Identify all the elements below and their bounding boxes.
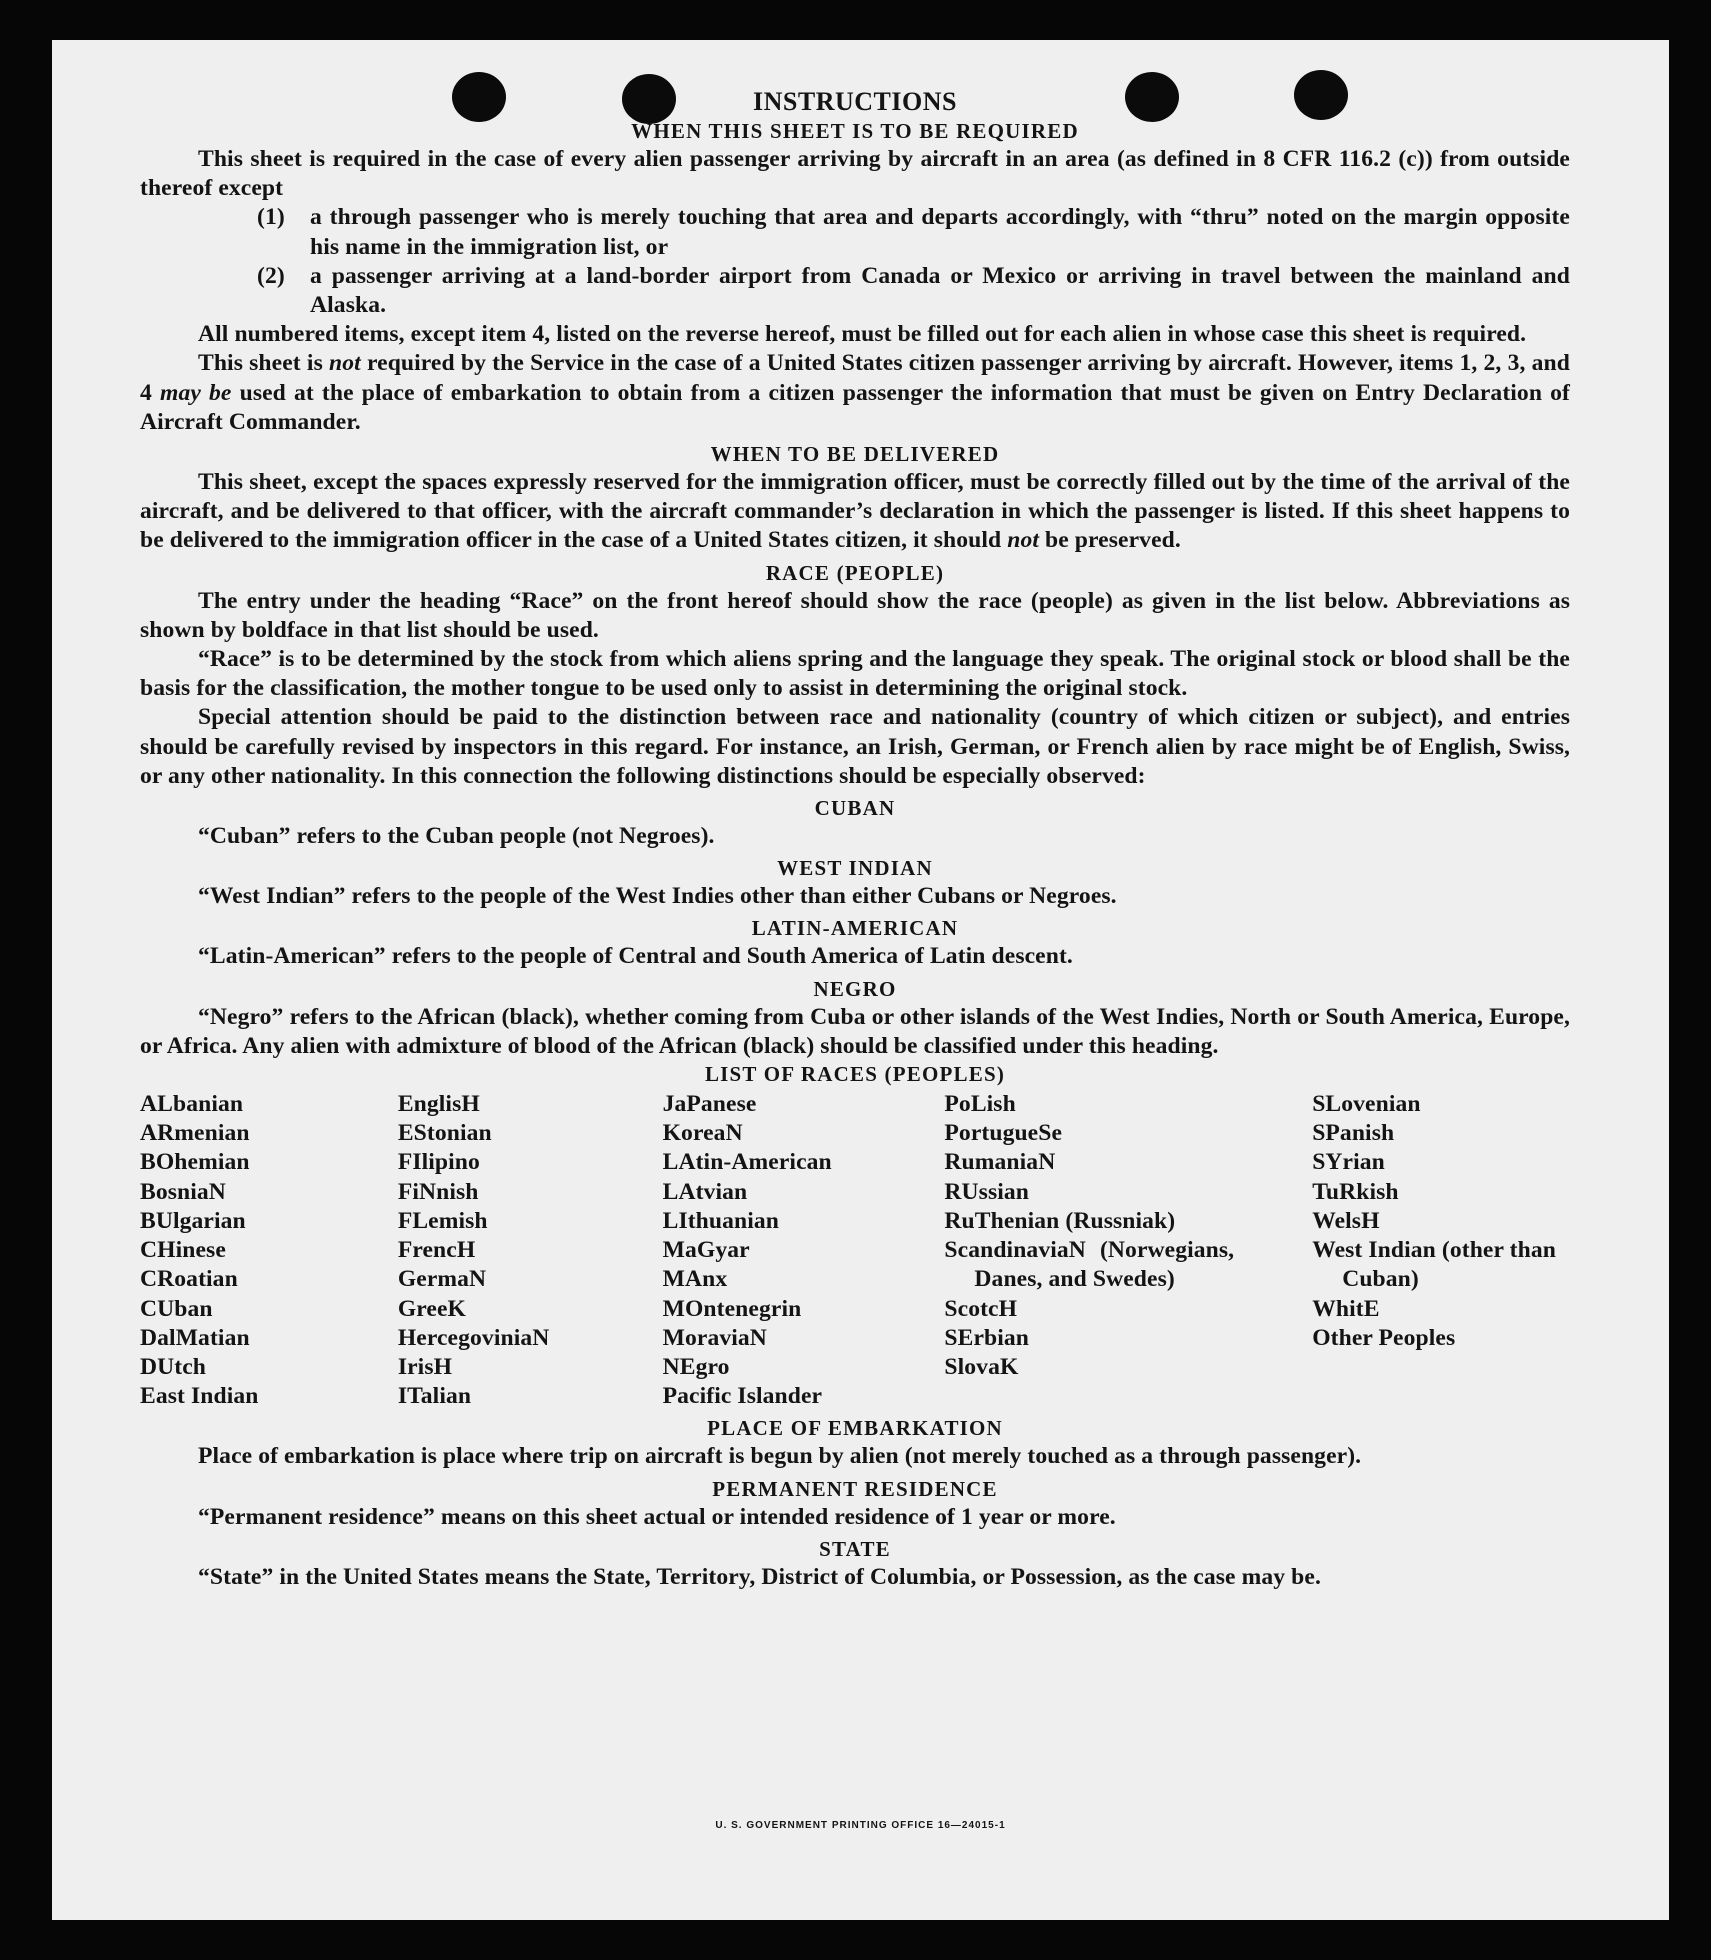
item-text: a through passenger who is merely touching that area and departs accordingly, with “thru” noted on the margin opposite his name in the immigration list, or [310, 204, 1570, 260]
race-entry: RumaniaN [944, 1149, 1056, 1176]
race-entry: LAtvian [662, 1178, 748, 1205]
subheading-negro: NEGRO [813, 976, 897, 1001]
item-number: (2) [257, 262, 285, 289]
paragraph: “State” in the United States means the State, Territory, District of Columbia, or Possession, as the case may be. [198, 1563, 1321, 1590]
race-entry: BosniaN [140, 1178, 226, 1205]
paragraph: This sheet, except the spaces expressly reserved for the immigration officer, must be correctly filled out by the time of the arrival of the aircraft, and be delivered to that officer, with the aircraft commander’s declaration in which the passenger is listed. If this sheet happens to be delivered to the immigration officer in the case of a United States citizen, it should not be preserved. [140, 469, 1570, 554]
race-entry: Other Peoples [1312, 1324, 1456, 1351]
section-heading-required: WHEN THIS SHEET IS TO BE REQUIRED [631, 119, 1079, 143]
race-entry: NEgro [662, 1353, 730, 1380]
races-column [398, 1090, 663, 1411]
list-item [257, 262, 1570, 320]
paragraph: This sheet is required in the case of every alien passenger arriving by aircraft in an area (as defined in 8 CFR 116.2 (c)) from outside thereof except [140, 146, 1570, 202]
race-entry: West Indian (other than Cuban) [1312, 1237, 1556, 1293]
race-entry: EStonian [397, 1120, 492, 1147]
race-entry: DUtch [140, 1353, 207, 1380]
race-entry: PortugueSe [944, 1120, 1063, 1147]
race-entry: EnglisH [397, 1091, 480, 1118]
race-entry: FIlipino [397, 1149, 480, 1176]
race-entry: SYrian [1312, 1149, 1385, 1176]
page-title: INSTRUCTIONS [753, 87, 957, 116]
race-entry: BUlgarian [140, 1207, 246, 1234]
races-table [140, 1090, 1570, 1411]
race-entry: FLemish [397, 1207, 488, 1234]
paragraph: Place of embarkation is place where trip on aircraft is begun by alien (not merely touched as a through passenger). [198, 1443, 1362, 1470]
race-entry: IrisH [397, 1353, 453, 1380]
race-entry: MaGyar [662, 1237, 750, 1264]
race-entry: FrencH [397, 1237, 476, 1264]
race-entry: ARmenian [140, 1120, 250, 1147]
section-heading-list-of-races: LIST OF RACES (PEOPLES) [704, 1062, 1006, 1087]
paragraph: This sheet is not required by the Service in the case of a United States citizen passenger arriving by aircraft. However, items 1, 2, 3, and 4 may be used at the place of embarkation to obtain from a citizen passenger the information that must be given on Entry Declaration of Aircraft Commander. [140, 350, 1570, 435]
section-heading-delivered: WHEN TO BE DELIVERED [710, 442, 1000, 467]
race-entry: RUssian [944, 1178, 1030, 1205]
race-entry: MoraviaN [662, 1324, 767, 1351]
document-page [52, 40, 1669, 1920]
race-entry: ITalian [397, 1383, 472, 1410]
paragraph: “Permanent residence” means on this sheet actual or intended residence of 1 year or more. [198, 1503, 1116, 1530]
race-entry: GermaN [397, 1266, 487, 1293]
race-entry: LIthuanian [662, 1207, 780, 1234]
race-entry: FiNnish [397, 1178, 479, 1205]
section-heading-state: STATE [819, 1536, 891, 1561]
race-entry: PoLish [944, 1091, 1016, 1118]
paragraph: “West Indian” refers to the people of the West Indies other than either Cubans or Negroes. [198, 883, 1117, 910]
paragraph: “Latin-American” refers to the people of Central and South America of Latin descent. [198, 943, 1073, 970]
race-entry: DalMatian [140, 1324, 250, 1351]
race-entry: JaPanese [662, 1091, 757, 1118]
race-entry: HercegoviniaN [397, 1324, 550, 1351]
race-entry: KoreaN [662, 1120, 743, 1147]
races-column [944, 1090, 1234, 1411]
races-column [663, 1090, 945, 1411]
race-entry: CRoatian [140, 1266, 238, 1293]
subheading-cuban: CUBAN [814, 796, 896, 821]
subheading-west-indian: WEST INDIAN [777, 856, 933, 881]
race-entry: SlovaK [944, 1353, 1019, 1380]
instructions-body [140, 86, 1570, 1592]
race-entry: BOhemian [140, 1149, 250, 1176]
paragraph: “Race” is to be determined by the stock from which aliens spring and the language they speak. The original stock or blood shall be the basis for the classification, the mother tongue to be used only to assist in determining the original stock. [140, 646, 1570, 702]
race-entry: Pacific Islander [662, 1383, 823, 1410]
race-entry: TuRkish [1312, 1178, 1399, 1205]
list-item [257, 203, 1570, 261]
races-column [140, 1090, 398, 1411]
paragraph: “Negro” refers to the African (black), whether coming from Cuba or other islands of the West Indies, North or South America, Europe, or Africa. Any alien with admixture of blood of the African (black) should be classified under this heading. [140, 1003, 1570, 1059]
item-text: a passenger arriving at a land-border airport from Canada or Mexico or arriving in travel between the mainland and Alaska. [310, 262, 1570, 319]
paragraph: Special attention should be paid to the distinction between race and nationality (country of which citizen or subject), and entries should be carefully revised by inspectors in this regard. For instance, an Irish, German, or French alien by race might be of English, Swiss, or any other nationality. In this connection the following distinctions should be especially observed: [140, 704, 1570, 789]
printing-office-imprint: U. S. GOVERNMENT PRINTING OFFICE 16—24015-1 [715, 1820, 1006, 1831]
race-entry: ALbanian [140, 1091, 244, 1118]
section-heading-race: RACE (PEOPLE) [765, 560, 945, 585]
race-entry: MOntenegrin [662, 1295, 802, 1322]
race-entry: WhitE [1312, 1295, 1380, 1322]
paragraph: “Cuban” refers to the Cuban people (not Negroes). [198, 823, 715, 850]
race-entry: ScotcH [944, 1295, 1018, 1322]
section-heading-embarkation: PLACE OF EMBARKATION [707, 1416, 1003, 1441]
race-entry: RuThenian (Russniak) [944, 1207, 1176, 1234]
race-entry: ScandinaviaN (Norwegians, Danes, and Swedes) [944, 1237, 1235, 1293]
race-entry: MAnx [662, 1266, 728, 1293]
race-entry: CHinese [140, 1237, 226, 1264]
race-entry: SErbian [944, 1324, 1030, 1351]
section-heading-residence: PERMANENT RESIDENCE [712, 1476, 998, 1501]
item-number: (1) [257, 204, 285, 231]
paragraph: The entry under the heading “Race” on the front hereof should show the race (people) as given in the list below. Abbreviations as shown by boldface in that list should be used. [140, 587, 1570, 643]
race-entry: LAtin-American [662, 1149, 832, 1176]
race-entry: WelsH [1312, 1207, 1380, 1234]
race-entry: East Indian [140, 1383, 259, 1410]
subheading-latin-american: LATIN-AMERICAN [751, 916, 959, 941]
race-entry: CUban [140, 1295, 213, 1322]
race-entry: SLovenian [1312, 1091, 1421, 1118]
paragraph: All numbered items, except item 4, listed on the reverse hereof, must be filled out for each alien in whose case this sheet is required. [198, 321, 1527, 348]
race-entry: SPanish [1312, 1120, 1395, 1147]
race-entry: GreeK [397, 1295, 467, 1322]
races-column [1312, 1090, 1570, 1411]
